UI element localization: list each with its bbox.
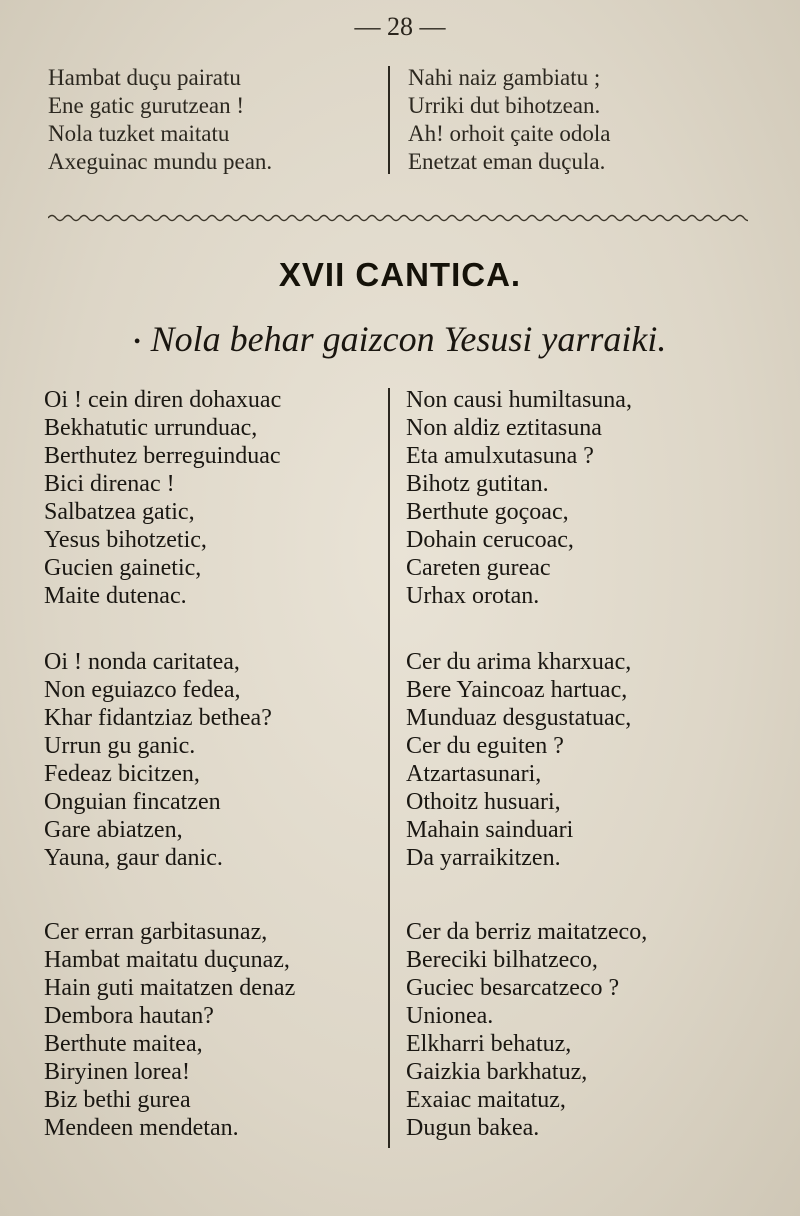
verse-line: Non eguiazco fedea,: [44, 677, 241, 703]
verse-line: Enetzat eman duçula.: [408, 149, 606, 174]
verse-line: Dugun bakea.: [406, 1115, 540, 1141]
verse-line: Oi ! nonda caritatea,: [44, 649, 240, 675]
stanza-left-2: [44, 648, 272, 872]
column-divider: [388, 388, 390, 1148]
verse-line: Ah! orhoit çaite odola: [408, 121, 611, 146]
verse-line: Gaizkia barkhatuz,: [406, 1059, 588, 1085]
verse-line: Urrun gu ganic.: [44, 733, 196, 759]
verse-line: Urhax orotan.: [406, 583, 540, 609]
verse-line: Bekhatutic urrunduac,: [44, 415, 258, 441]
verse-line: Fedeaz bicitzen,: [44, 761, 200, 787]
verse-line: Hambat maitatu duçunaz,: [44, 947, 290, 973]
subtitle-text: Nola behar gaizcon Yesusi yarraiki.: [150, 319, 667, 359]
top-stanza-right: [408, 64, 610, 176]
verse-line: Axeguinac mundu pean.: [48, 149, 273, 174]
verse-line: Atzartasunari,: [406, 761, 542, 787]
verse-line: Cer erran garbitasunaz,: [44, 919, 268, 945]
verse-line: Da yarraikitzen.: [406, 845, 561, 871]
verse-line: Khar fidantziaz bethea?: [44, 705, 272, 731]
song-subtitle: [0, 318, 800, 360]
verse-line: Dembora hautan?: [44, 1003, 214, 1029]
wavy-ornament-divider: [48, 212, 748, 224]
verse-line: Careten gureac: [406, 555, 551, 581]
verse-line: Onguian fincatzen: [44, 789, 221, 815]
stanza-left-3: [44, 918, 295, 1142]
verse-line: Gare abiatzen,: [44, 817, 183, 843]
verse-line: Unionea.: [406, 1003, 494, 1029]
verse-line: Eta amulxutasuna ?: [406, 443, 594, 469]
verse-line: Yauna, gaur danic.: [44, 845, 223, 871]
verse-line: Cer du arima kharxuac,: [406, 649, 632, 675]
verse-line: Bere Yaincoaz hartuac,: [406, 677, 628, 703]
verse-line: Guciec besarcatzeco ?: [406, 975, 620, 1001]
verse-line: Othoitz husuari,: [406, 789, 561, 815]
stanza-left-1: [44, 386, 281, 610]
stanza-right-2: [406, 648, 631, 872]
verse-line: Nola tuzket maitatu: [48, 121, 230, 146]
verse-line: Munduaz desgustatuac,: [406, 705, 632, 731]
verse-line: Hambat duçu pairatu: [48, 65, 241, 90]
verse-line: Hain guti maitatzen denaz: [44, 975, 296, 1001]
verse-line: Bici direnac !: [44, 471, 175, 497]
verse-line: Elkharri behatuz,: [406, 1031, 572, 1057]
verse-line: Non causi humiltasuna,: [406, 387, 632, 413]
verse-line: Urriki dut bihotzean.: [408, 93, 601, 118]
verse-line: Exaiac maitatuz,: [406, 1087, 566, 1113]
song-title: XVII CANTICA.: [278, 256, 522, 293]
verse-line: Salbatzea gatic,: [44, 499, 195, 525]
verse-line: Cer du eguiten ?: [406, 733, 564, 759]
verse-line: Gucien gainetic,: [44, 555, 202, 581]
verse-line: Biryinen lorea!: [44, 1059, 190, 1085]
verse-line: Mendeen mendetan.: [44, 1115, 239, 1141]
verse-line: Berthute goçoac,: [406, 499, 569, 525]
stanza-right-3: [406, 918, 647, 1142]
verse-line: Maite dutenac.: [44, 583, 187, 609]
verse-line: Ene gatic gurutzean !: [48, 93, 245, 118]
verse-line: Bereciki bilhatzeco,: [406, 947, 598, 973]
verse-line: Bihotz gutitan.: [406, 471, 549, 497]
verse-line: Cer da berriz maitatzeco,: [406, 919, 648, 945]
verse-line: Mahain sainduari: [406, 817, 574, 843]
top-stanza-left: [48, 64, 272, 176]
verse-line: Biz bethi gurea: [44, 1087, 191, 1113]
column-divider: [388, 66, 390, 174]
verse-line: Oi ! cein diren dohaxuac: [44, 387, 282, 413]
verse-line: Nahi naiz gambiatu ;: [408, 65, 601, 90]
verse-line: Yesus bihotzetic,: [44, 527, 207, 553]
verse-line: Non aldiz eztitasuna: [406, 415, 602, 441]
verse-line: Dohain cerucoac,: [406, 527, 574, 553]
stanza-right-1: [406, 386, 632, 610]
bullet-mark: •: [133, 331, 141, 354]
verse-line: Berthutez berreguinduac: [44, 443, 281, 469]
verse-line: Berthute maitea,: [44, 1031, 203, 1057]
page-number: — 28 —: [354, 12, 446, 41]
